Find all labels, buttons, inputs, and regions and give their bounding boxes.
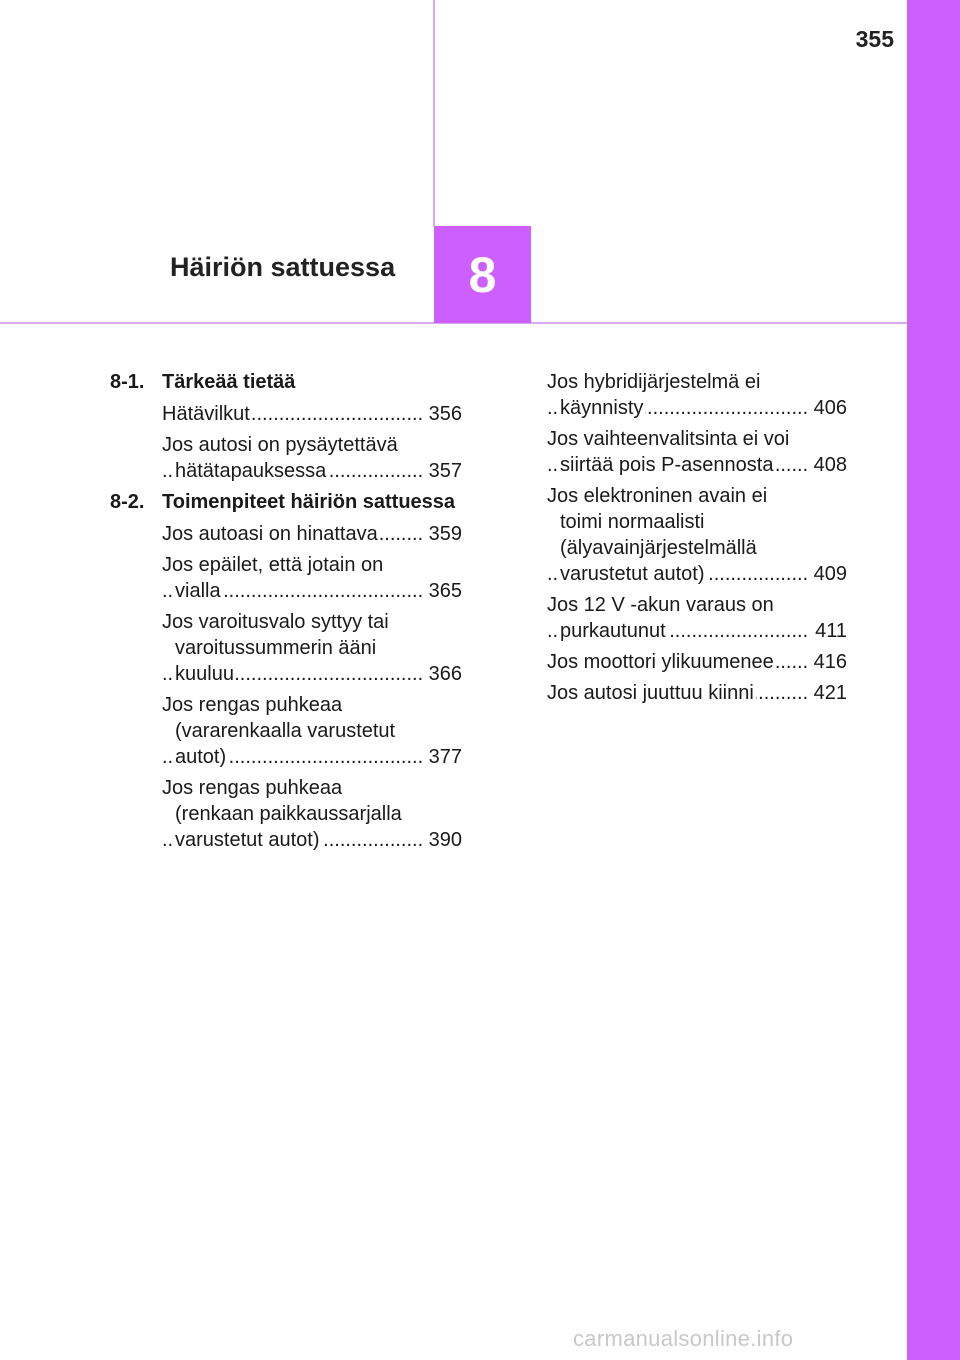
chapter-number: 8 (468, 246, 497, 303)
entry-page: 366 (428, 663, 462, 685)
chapter-number-box (434, 226, 531, 323)
toc-entry[interactable] (162, 521, 462, 547)
entry-text: Jos 12 V -akun varaus on purkautunut (547, 594, 774, 642)
entry-text: Jos autoasi on hinattava (162, 523, 378, 545)
toc-entry[interactable] (547, 592, 847, 644)
section-title[interactable]: Tärkeää tietää (162, 371, 296, 393)
toc-entry[interactable] (162, 692, 462, 770)
watermark: carmanualsonline.info (573, 1326, 794, 1351)
entry-page: 408 (813, 454, 847, 476)
entry-text: Jos varoitusvalo syttyy tai varoitussummerin ääni kuuluu (162, 611, 389, 685)
toc-right-column (547, 369, 847, 711)
entry-page: 416 (813, 651, 847, 673)
section-number: 8-1. (110, 371, 145, 393)
toc-section-heading (110, 369, 462, 395)
toc-entry[interactable] (162, 609, 462, 687)
entry-page: 409 (813, 563, 847, 585)
section-title[interactable]: Toimenpiteet häiriön sattuessa (162, 491, 456, 513)
toc-left-column (110, 369, 462, 858)
entry-text: Jos autosi on pysäytettävä hätätapauksessa (162, 434, 398, 482)
entry-page: 359 (428, 523, 462, 545)
toc-entry[interactable] (547, 483, 847, 587)
toc-entry[interactable] (547, 680, 847, 706)
entry-page: 357 (428, 460, 462, 482)
entry-text: Jos vaihteenvalitsinta ei voi siirtää pois P-asennosta (547, 428, 790, 476)
entry-page: 421 (813, 682, 847, 704)
entry-page: 406 (813, 397, 847, 419)
page-number: 355 (855, 26, 894, 52)
chapter-side-tab (907, 0, 960, 1360)
entry-text: Jos hybridijärjestelmä ei käynnisty (547, 371, 761, 419)
vertical-rule (433, 0, 435, 226)
chapter-title: Häiriön sattuessa (170, 252, 396, 282)
entry-page: 356 (428, 403, 462, 425)
entry-text: Jos autosi juuttuu kiinni (547, 682, 754, 704)
entry-text: Jos rengas puhkeaa (vararenkaalla varustetut autot) (162, 694, 396, 768)
section-number: 8-2. (110, 491, 145, 513)
toc-section-heading (110, 489, 462, 515)
entry-page: 377 (428, 746, 462, 768)
toc-entry[interactable] (547, 649, 847, 675)
entry-text: Jos epäilet, että jotain on vialla (162, 554, 384, 602)
entry-text: Jos rengas puhkeaa (renkaan paikkaussarjalla varustetut autot) (162, 777, 402, 851)
toc-entry[interactable] (547, 426, 847, 478)
entry-page: 365 (428, 580, 462, 602)
toc-entry[interactable] (547, 369, 847, 421)
entry-page: 390 (428, 829, 462, 851)
entry-text: Jos moottori ylikuumenee (547, 651, 774, 673)
toc-entry[interactable] (162, 775, 462, 853)
entry-text: Jos elektroninen avain ei toimi normaalisti (älyavainjärjestelmällä varustetut autot) (547, 485, 768, 585)
toc-entry[interactable] (162, 552, 462, 604)
entry-page: 411 (815, 620, 847, 642)
entry-text: Hätävilkut (162, 403, 250, 425)
toc-entry[interactable] (162, 401, 462, 427)
toc-entry[interactable] (162, 432, 462, 484)
